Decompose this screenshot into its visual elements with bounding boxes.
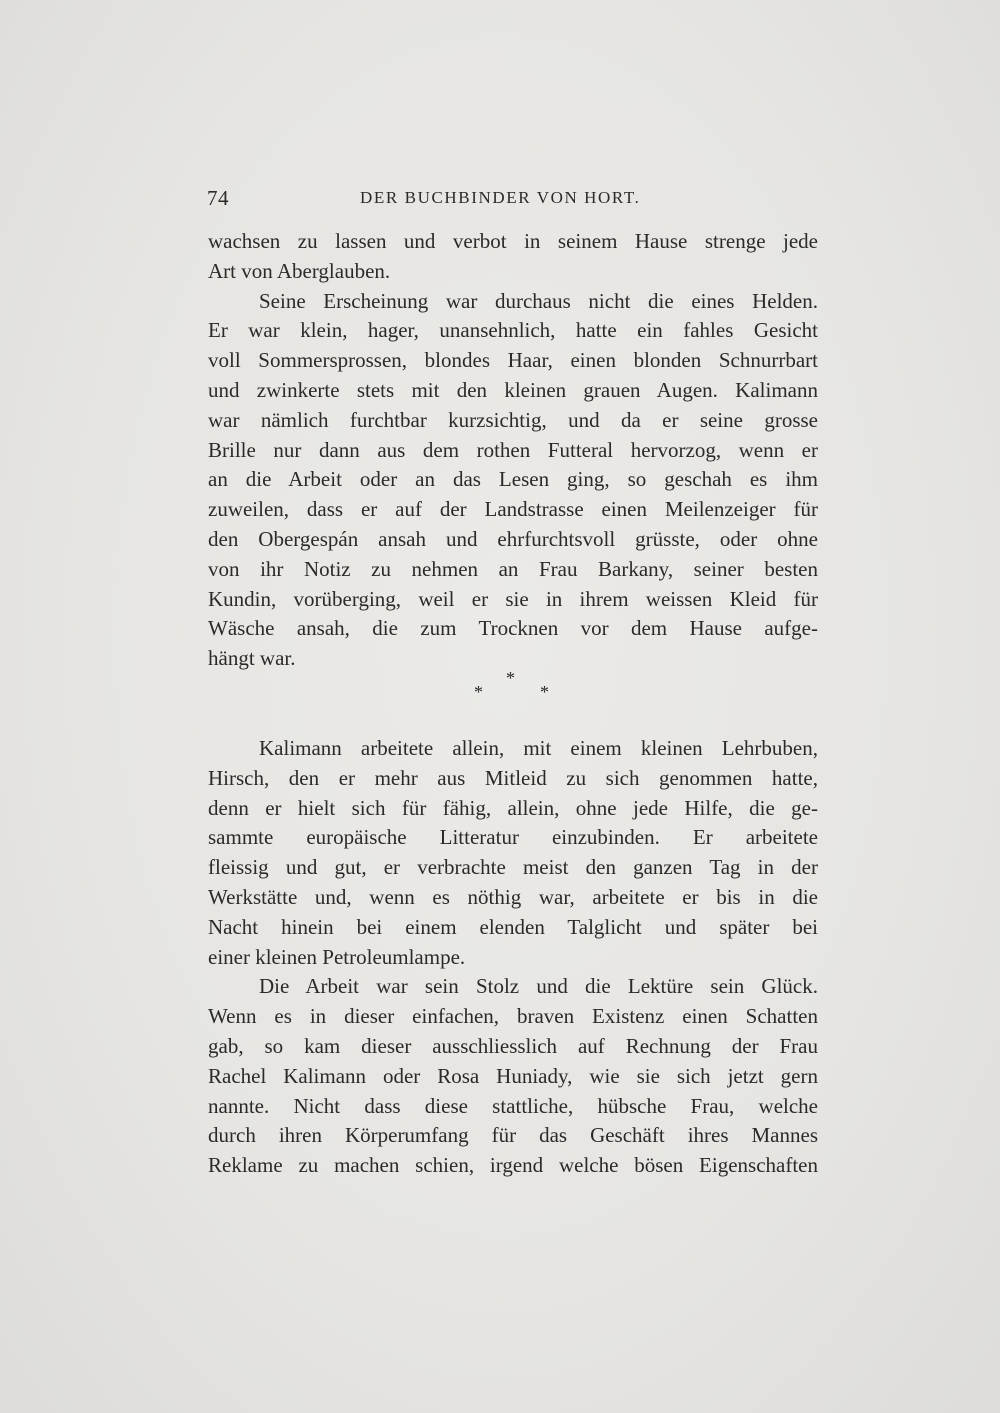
- text-line: den Obergespán ansah und ehrfurchtsvoll grüsste, oder ohne: [208, 526, 818, 551]
- text-line: wachsen zu lassen und verbot in seinem Hause strenge jede: [208, 229, 818, 253]
- text-line: sammte europäische Litteratur einzubinden. Er arbeitete: [208, 825, 818, 850]
- text-line: Wenn es in dieser einfachen, braven Existenz einen Schatten: [208, 1004, 818, 1029]
- text-line: Kalimann arbeitete allein, mit einem kleinen Lehrbuben,: [259, 736, 818, 760]
- text-line: Rachel Kalimann oder Rosa Huniady, wie sie sich jetzt gern: [208, 1063, 818, 1088]
- running-title: DER BUCHBINDER VON HORT.: [360, 188, 641, 207]
- text-line: Wäsche ansah, die zum Trocknen vor dem Hause aufge-: [208, 616, 818, 641]
- asterisk-top: *: [506, 668, 515, 688]
- text-line: voll Sommersprossen, blondes Haar, einen blonden Schnurrbart: [208, 348, 818, 373]
- text-line: nannte. Nicht dass diese stattliche, hübsche Frau, welche: [208, 1093, 818, 1118]
- text-line: denn er hielt sich für fähig, allein, ohne jede Hilfe, die ge-: [208, 795, 818, 820]
- text-line: und zwinkerte stets mit den kleinen grauen Augen. Kalimann: [208, 377, 818, 402]
- asterisk-left: *: [474, 682, 483, 702]
- text-line: Seine Erscheinung war durchaus nicht die eines Helden.: [259, 288, 818, 313]
- text-line: gab, so kam dieser ausschliesslich auf Rechnung der Frau: [208, 1033, 818, 1058]
- text-line: Werkstätte und, wenn es nöthig war, arbeitete er bis in die: [208, 884, 818, 909]
- text-line: einer kleinen Petroleumlampe.: [208, 944, 466, 969]
- running-head: [207, 184, 819, 214]
- text-line: Nacht hinein bei einem elenden Talglicht und später bei: [208, 914, 818, 939]
- text-line: Brille nur dann aus dem rothen Futteral hervorzog, wenn er: [208, 437, 818, 462]
- asterisk-right: *: [540, 682, 549, 702]
- text-line: hängt war.: [208, 646, 296, 671]
- text-line: Hirsch, den er mehr aus Mitleid zu sich genommen hatte,: [208, 765, 818, 790]
- paragraph-block-2: [208, 734, 818, 1181]
- paragraph-block-1: [208, 227, 818, 674]
- text-line: von ihr Notiz zu nehmen an Frau Barkany, seiner besten: [208, 556, 818, 581]
- text-line: fleissig und gut, er verbrachte meist den ganzen Tag in der: [208, 855, 818, 880]
- text-line: Reklame zu machen schien, irgend welche bösen Eigenschaften: [208, 1153, 818, 1178]
- text-line: Er war klein, hager, unansehnlich, hatte ein fahles Gesicht: [208, 318, 818, 343]
- text-line: zuweilen, dass er auf der Landstrasse einen Meilenzeiger für: [208, 497, 818, 522]
- section-separator: [470, 668, 560, 708]
- text-line: an die Arbeit oder an das Lesen ging, so geschah es ihm: [208, 467, 818, 492]
- page-number: 74: [207, 186, 229, 210]
- text-line: durch ihren Körperumfang für das Geschäft ihres Mannes: [208, 1123, 818, 1148]
- text-line: Kundin, vorüberging, weil er sie in ihrem weissen Kleid für: [208, 586, 818, 611]
- text-line: Die Arbeit war sein Stolz und die Lektüre sein Glück.: [259, 974, 818, 999]
- text-line: war nämlich furchtbar kurzsichtig, und da er seine grosse: [208, 407, 818, 432]
- text-line: Art von Aberglauben.: [208, 258, 391, 283]
